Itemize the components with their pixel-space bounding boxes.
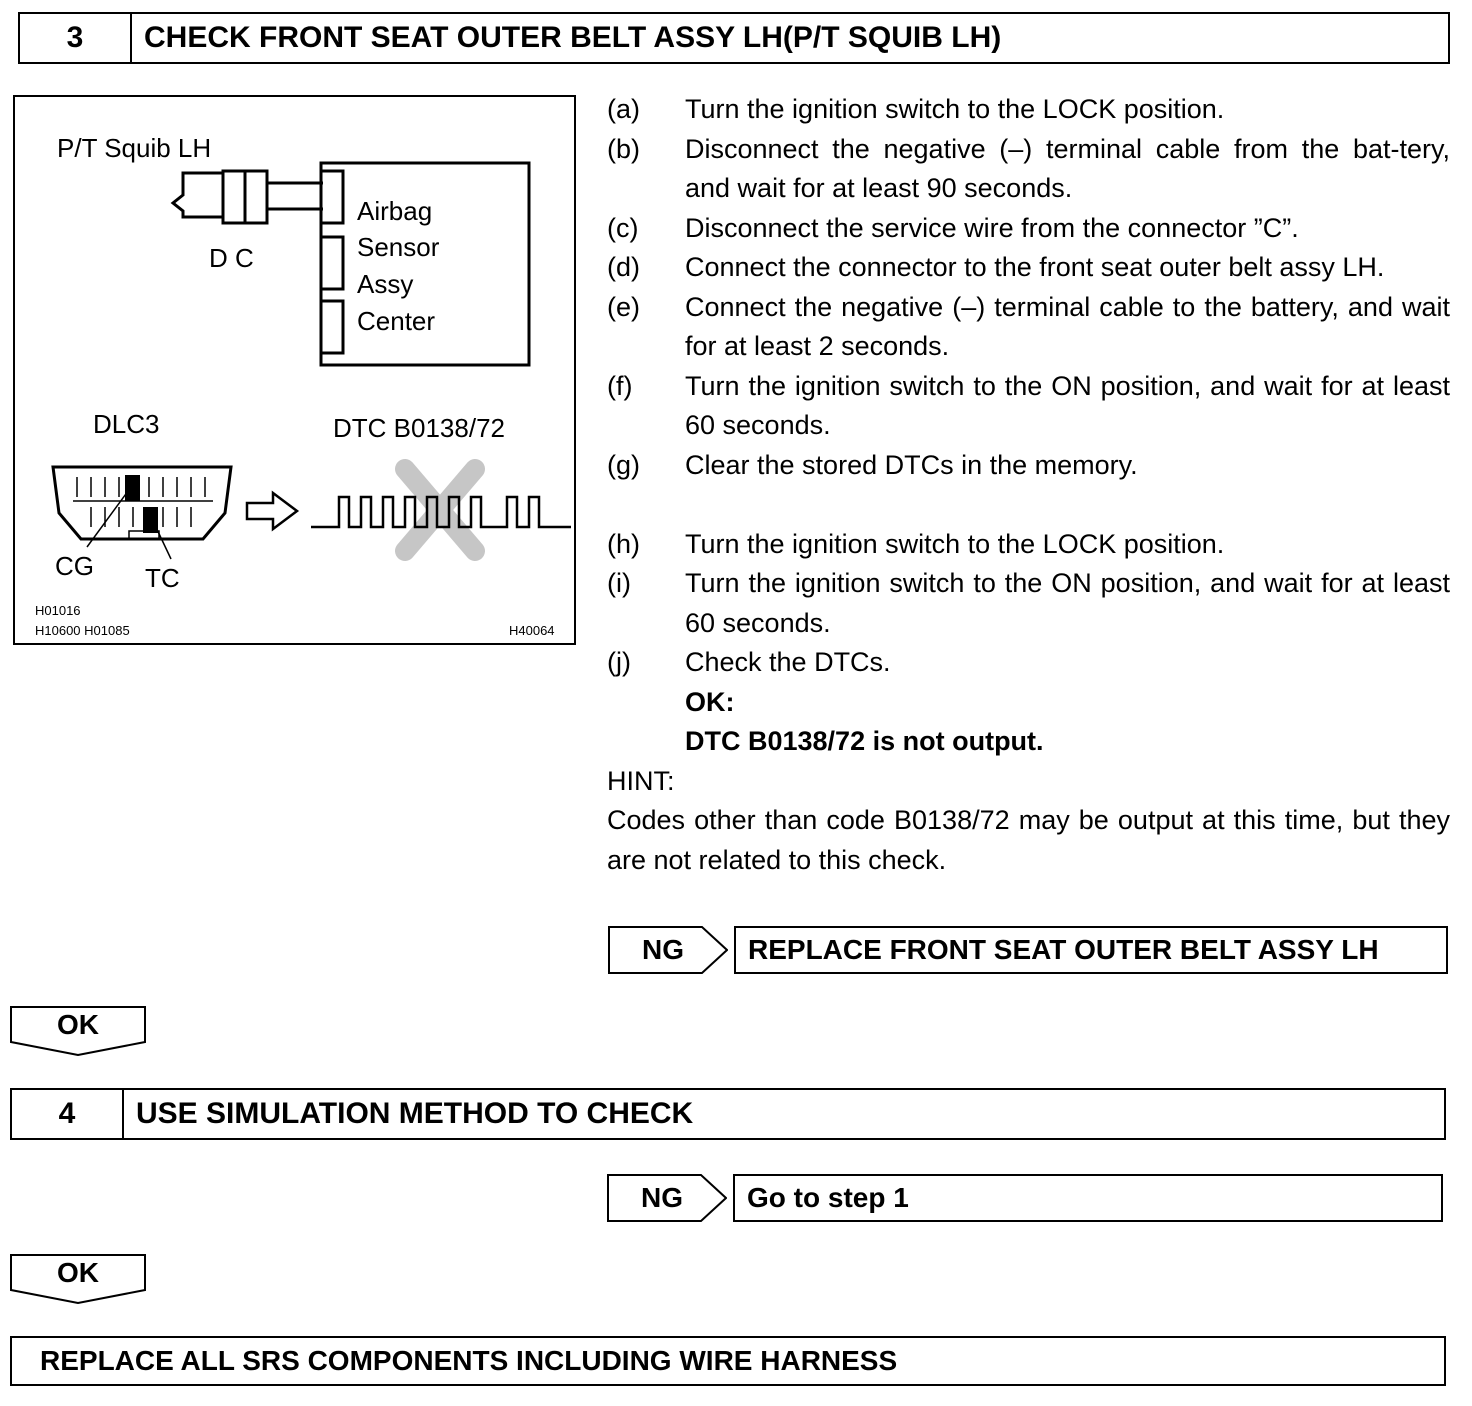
procedure-step <box>607 446 1450 486</box>
hint-text: Codes other than code B0138/72 may be output at this time, but they are not related to this check. <box>607 805 1450 875</box>
step-title: CHECK FRONT SEAT OUTER BELT ASSY LH(P/T SQUIB LH) <box>144 21 1002 54</box>
procedure-step <box>607 209 1450 249</box>
step-text: Disconnect the negative (–) terminal cable from the bat-tery, and wait for at least 90 seconds. <box>685 133 1450 203</box>
ok-label: OK: <box>685 686 735 717</box>
procedure-step <box>607 564 1450 643</box>
ng-action-box: Go to step 1 <box>733 1174 1443 1222</box>
dtc-label: DTC B0138/72 <box>333 413 505 443</box>
cg-terminal-icon <box>125 475 140 501</box>
ng-tag-label: NG <box>641 1182 683 1213</box>
ok-arrow-label: OK <box>57 1009 99 1040</box>
step-text: Connect the connector to the front seat outer belt assy LH. <box>685 252 1385 282</box>
ok-arrow-1 <box>10 1006 146 1056</box>
step-letter: (c) <box>607 212 639 243</box>
procedure-step <box>607 367 1450 446</box>
procedure-step <box>607 643 1450 683</box>
step-letter: (g) <box>607 449 640 480</box>
tc-label: TC <box>145 563 180 593</box>
step-number: 3 <box>20 14 132 62</box>
step-letter: (a) <box>607 94 640 124</box>
step-letter: (e) <box>607 291 640 322</box>
sensor-line-4: Center <box>357 306 436 336</box>
step-number: 4 <box>12 1090 124 1138</box>
step-text: Connect the negative (–) terminal cable to the battery, and wait for at least 2 seconds. <box>685 291 1450 361</box>
hint-label: HINT: <box>607 765 675 796</box>
step-letter: (h) <box>607 528 640 559</box>
connector-c-icon <box>245 171 267 223</box>
step-text: Turn the ignition switch to the ON position, and wait for at least 60 seconds. <box>685 370 1450 440</box>
step-title: USE SIMULATION METHOD TO CHECK <box>136 1097 694 1130</box>
figure-code-2: H10600 H01085 <box>35 623 130 638</box>
procedure-steps <box>607 90 1450 880</box>
ng-tag <box>607 1174 727 1222</box>
wiring-figure <box>13 95 576 645</box>
ok-arrow-label: OK <box>57 1257 99 1288</box>
step-3-header <box>18 12 1450 64</box>
connector-label: D C <box>209 243 254 273</box>
squib-label: P/T Squib LH <box>57 133 212 163</box>
procedure-step <box>607 288 1450 367</box>
procedure-step <box>607 525 1450 565</box>
wiring-diagram <box>13 95 576 645</box>
ng-branch-1 <box>608 926 1448 974</box>
ng-tag <box>608 926 728 974</box>
ng-branch-2 <box>607 1174 1447 1222</box>
ng-tag-label: NG <box>642 934 684 965</box>
final-action-box: REPLACE ALL SRS COMPONENTS INCLUDING WIRE HARNESS <box>10 1336 1446 1386</box>
connector-d-icon <box>223 171 245 223</box>
step-letter: (f) <box>607 370 633 401</box>
step-letter: (d) <box>607 252 640 282</box>
procedure-step <box>607 130 1450 209</box>
ok-criteria: DTC B0138/72 is not output. <box>685 726 1044 756</box>
step-text: Turn the ignition switch to the LOCK position. <box>685 528 1225 559</box>
step-text: Check the DTCs. <box>685 647 891 677</box>
squib-plug-icon <box>173 173 223 217</box>
cg-label: CG <box>55 551 94 581</box>
sensor-line-2: Sensor <box>357 232 440 262</box>
ok-arrow-2 <box>10 1254 146 1304</box>
procedure-step <box>607 248 1450 288</box>
step-letter: (b) <box>607 133 640 164</box>
ng-action-box: REPLACE FRONT SEAT OUTER BELT ASSY LH <box>734 926 1448 974</box>
step-letter: (j) <box>607 647 631 677</box>
tc-terminal-icon <box>143 507 158 533</box>
step-text: Clear the stored DTCs in the memory. <box>685 449 1138 480</box>
sensor-line-3: Assy <box>357 269 414 299</box>
step-text: Turn the ignition switch to the ON position, and wait for at least 60 seconds. <box>685 568 1450 638</box>
sensor-line-1: Airbag <box>357 196 433 226</box>
step-4-header <box>10 1088 1446 1140</box>
hollow-arrow-icon <box>247 493 297 529</box>
step-letter: (i) <box>607 568 631 598</box>
procedure-step <box>607 90 1450 130</box>
figure-code-1: H01016 <box>35 603 81 618</box>
step-text: Turn the ignition switch to the LOCK position. <box>685 94 1225 124</box>
dlc-label: DLC3 <box>93 409 160 439</box>
figure-code-3: H40064 <box>509 623 555 638</box>
step-text: Disconnect the service wire from the connector ”C”. <box>685 212 1299 243</box>
